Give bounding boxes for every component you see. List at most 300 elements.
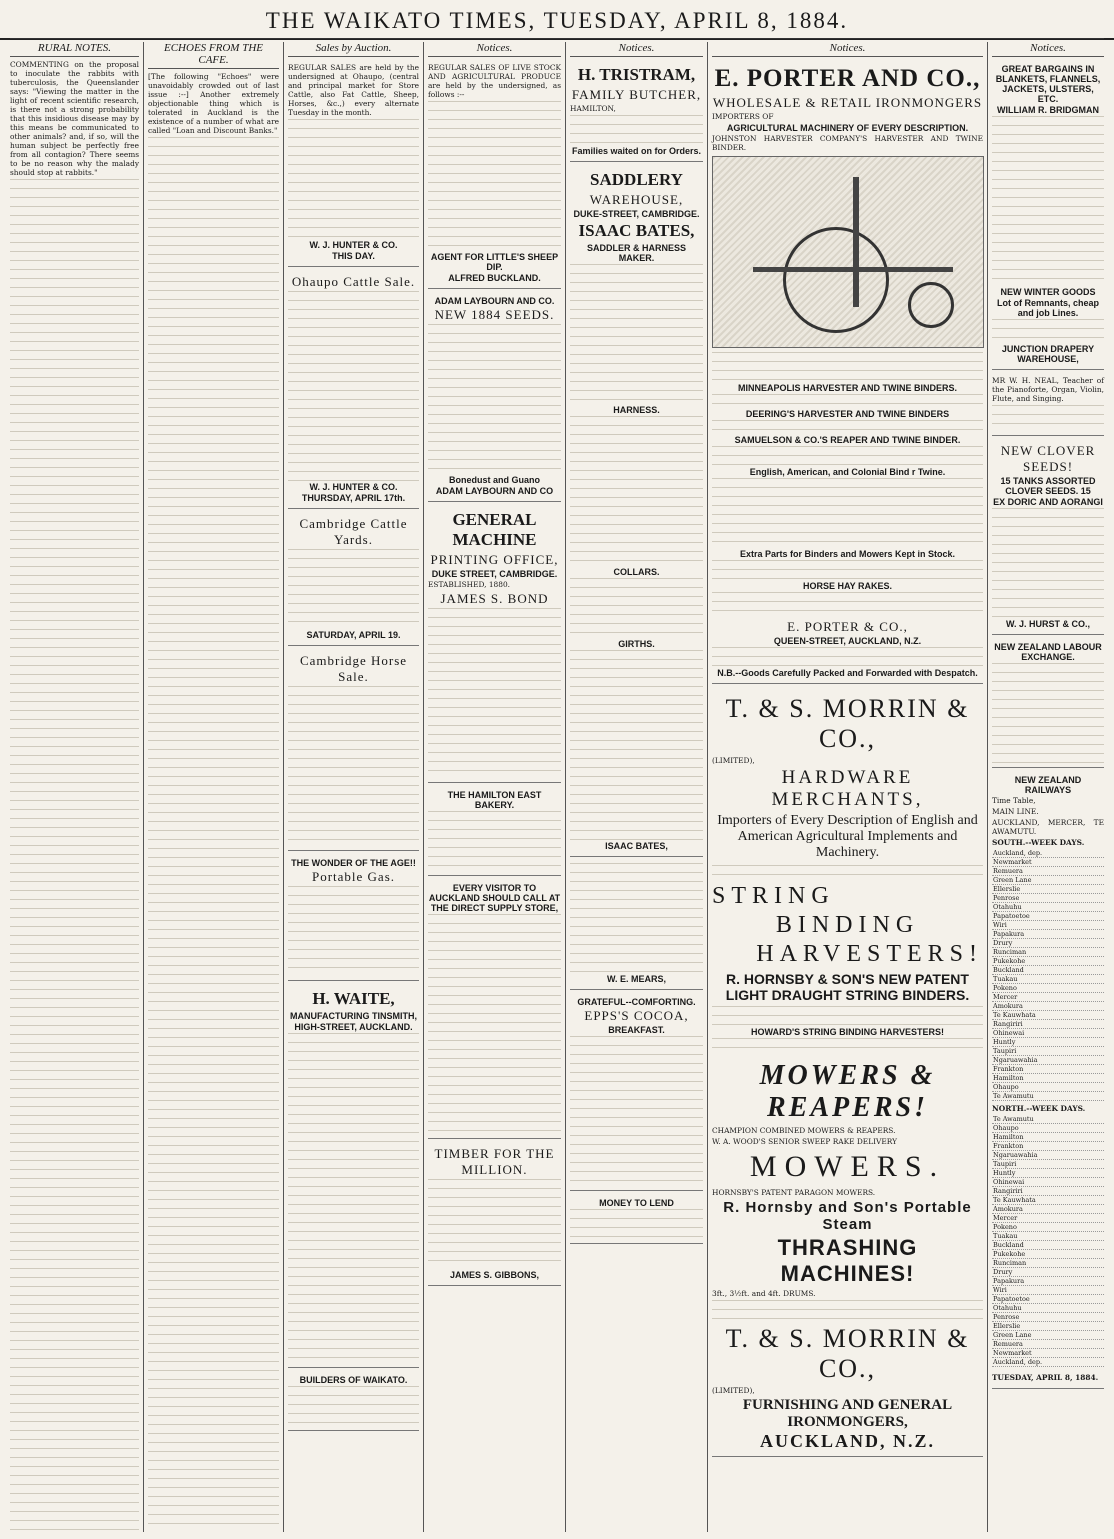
column-notices-4	[988, 42, 1108, 1532]
ad-body-text	[992, 116, 1104, 286]
ad-body-text	[570, 863, 703, 973]
station-name: Amokura	[992, 1205, 1104, 1214]
ad-body-text	[428, 608, 561, 778]
ad-body-text	[288, 686, 419, 846]
ad-body-text	[428, 1179, 561, 1269]
ad-labour-exchange	[992, 638, 1104, 768]
station-name: Buckland	[992, 1241, 1104, 1250]
masthead-title: THE WAIKATO TIMES, TUESDAY, APRIL 8, 1884.	[265, 8, 849, 33]
ad-body-text	[712, 592, 983, 618]
station-name: Wiri	[992, 1286, 1104, 1295]
ad-section: MINNEAPOLIS HARVESTER AND TWINE BINDERS.	[737, 383, 957, 393]
ad-body-text	[992, 405, 1104, 431]
timetable-row	[992, 1277, 1104, 1286]
column-notices-1	[424, 42, 566, 1532]
station-name: Newmarket	[992, 1349, 1104, 1358]
ad-name: ALFRED BUCKLAND.	[448, 273, 541, 283]
ad-subheading: MANUFACTURING TINSMITH,	[290, 1011, 417, 1021]
station-name: Pokeno	[992, 984, 1104, 993]
ad-body-text	[288, 119, 419, 239]
ad-body-text	[992, 319, 1104, 343]
ad-address: DUKE-STREET, CAMBRIDGE.	[573, 209, 700, 219]
station-name: Ngaruawahia	[992, 1151, 1104, 1160]
masthead-rule	[10, 38, 1104, 39]
station-name: Newmarket	[992, 858, 1104, 867]
ad-ships: EX DORIC AND AORANGI	[993, 497, 1103, 507]
auctioneer-name: W. J. HUNTER & CO.	[309, 482, 398, 492]
ad-body-text	[428, 914, 561, 1134]
harvester-platform	[753, 267, 953, 272]
ad-hornsby: R. HORNSBY & SON'S NEW PATENT LIGHT DRAUGHT STRING BINDERS.	[725, 971, 970, 1003]
sale-date: SATURDAY, APRIL 19.	[306, 630, 401, 640]
ad-heading: H. WAITE,	[312, 989, 395, 1008]
station-name: Pokeno	[992, 1223, 1104, 1232]
ad-body-text	[712, 478, 983, 548]
timetable-row	[992, 1214, 1104, 1223]
ad-cambridge-horse	[288, 649, 419, 851]
ad-name: JAMES S. GIBBONS,	[449, 1270, 539, 1280]
ad-hornsby-mowers: HORNSBY'S PATENT PARAGON MOWERS.	[712, 1188, 876, 1197]
timetable-row	[992, 921, 1104, 930]
ad-section: Extra Parts for Binders and Mowers Kept in Stock.	[739, 549, 956, 559]
ad-subheading: WAREHOUSE,	[589, 192, 684, 207]
ad-subheading: Bonedust and Guano	[449, 475, 540, 485]
timetable-row	[992, 1349, 1104, 1358]
sale-date: THIS DAY.	[332, 251, 375, 261]
station-name: Runciman	[992, 1259, 1104, 1268]
station-name: Remuera	[992, 1340, 1104, 1349]
ad-howard: HOWARD'S STRING BINDING HARVESTERS!	[751, 1027, 944, 1037]
timetable-row	[992, 1241, 1104, 1250]
timetable-row	[992, 1340, 1104, 1349]
timetable-row	[992, 1065, 1104, 1074]
ad-cambridge-yards	[288, 512, 419, 646]
station-name: Buckland	[992, 966, 1104, 975]
ad-saddlery	[570, 165, 703, 857]
ad-body-text	[570, 264, 703, 404]
column-notices-2	[566, 42, 708, 1532]
station-name: Te Kauwhata	[992, 1196, 1104, 1205]
station-name: Papakura	[992, 1277, 1104, 1286]
station-name: Wiri	[992, 921, 1104, 930]
ad-epps-cocoa	[570, 993, 703, 1191]
timetable-row	[992, 1074, 1104, 1083]
ad-heading: Cambridge Cattle Yards.	[299, 516, 408, 547]
ad-name: E. PORTER & CO.,	[787, 619, 908, 634]
station-name: Tuakau	[992, 975, 1104, 984]
newspaper-page	[6, 42, 1108, 1532]
station-name: Te Awamutu	[992, 1092, 1104, 1101]
ad-text: REGULAR SALES OF LIVE STOCK AND AGRICULTURAL PRODUCE are held by the undersigned, as follows :--	[428, 63, 561, 99]
ad-body-text	[570, 1036, 703, 1186]
article-paragraph: [The following "Echoes" were unavoidably crowded out of last issue :--] Another extremely objectionable thing which is tolerated in Auckland is the existence of a number of what are called "Loan and Discount Banks."	[148, 72, 279, 135]
ad-section: GIRTHS.	[618, 639, 655, 649]
ad-body-text	[428, 101, 561, 251]
ad-route: AUCKLAND, MERCER, TE AWAMUTU.	[992, 818, 1104, 836]
ad-body-text	[288, 291, 419, 481]
ad-clover-seeds	[992, 439, 1104, 635]
timetable-row	[992, 1133, 1104, 1142]
station-name: Ngaruawahia	[992, 1056, 1104, 1065]
station-name: Taupiri	[992, 1160, 1104, 1169]
ad-body-text	[570, 416, 703, 566]
station-name: Amokura	[992, 1002, 1104, 1011]
ad-harvesters: HARVESTERS!	[756, 941, 983, 967]
ad-body-text	[712, 352, 983, 382]
timetable-row	[992, 1011, 1104, 1020]
ad-subheading: WHOLESALE & RETAIL IRONMONGERS	[712, 95, 983, 110]
ad-address: JUNCTION DRAPERY WAREHOUSE,	[1001, 344, 1095, 364]
timetable-row	[992, 1002, 1104, 1011]
column-rural-notes	[6, 42, 144, 1532]
ad-subheading: Portable Gas.	[311, 869, 396, 884]
column-heading: Notices.	[992, 42, 1104, 57]
harvester-wheel	[783, 227, 889, 333]
ad-thresh-line1: R. Hornsby and Son's Portable Steam	[723, 1199, 972, 1233]
station-name: Ellerslie	[992, 1322, 1104, 1331]
ad-morrin-2: T. & S. MORRIN & CO.,	[725, 1324, 970, 1383]
ad-heading: ADAM LAYBOURN AND CO.	[434, 296, 555, 306]
timetable-row	[992, 930, 1104, 939]
ad-body-text	[288, 1386, 419, 1426]
ad-section: English, American, and Colonial Bind r Twine.	[749, 467, 946, 477]
ad-agric: AGRICULTURAL MACHINERY OF EVERY DESCRIPTION.	[726, 123, 969, 133]
ad-auckland: AUCKLAND, N.Z.	[759, 1431, 935, 1451]
masthead	[0, 8, 1114, 40]
ad-section: DEERING'S HARVESTER AND TWINE BINDERS	[745, 409, 950, 419]
ad-johnston: JOHNSTON HARVESTER COMPANY'S HARVESTER AND TWINE BINDER.	[712, 134, 983, 152]
ad-heading: SADDLERY	[590, 170, 683, 189]
ad-heading: Cambridge Horse Sale.	[299, 653, 408, 684]
ad-neal	[992, 373, 1104, 436]
ad-text: MR W. H. NEAL, Teacher of the Pianoforte, Organ, Violin, Flute, and Singing.	[992, 376, 1104, 403]
column-echoes	[144, 42, 284, 1532]
station-name: Green Lane	[992, 1331, 1104, 1340]
ad-north: NORTH.--WEEK DAYS.	[992, 1104, 1086, 1113]
ad-note: Families waited on for Orders.	[571, 146, 702, 156]
ad-heading: MONEY TO LEND	[599, 1198, 674, 1208]
ad-limited: (LIMITED),	[712, 756, 755, 765]
timetable-north	[992, 1115, 1104, 1367]
ad-text: REGULAR SALES are held by the undersigned at Ohaupo, (central and principal market for Store Cattle, also Fat Cattle, Sheep, Horses, &c.,) every alternate Tuesday in the month.	[288, 63, 419, 117]
station-name: Huntly	[992, 1169, 1104, 1178]
ad-heading: T. & S. MORRIN & CO.,	[725, 694, 970, 753]
timetable-row	[992, 1223, 1104, 1232]
ad-footer-date: TUESDAY, APRIL 8, 1884.	[992, 1373, 1099, 1382]
ad-tanks: 15 TANKS ASSORTED CLOVER SEEDS. 15	[1000, 476, 1096, 496]
timetable-row	[992, 1295, 1104, 1304]
ad-body-text	[570, 1209, 703, 1239]
ad-name: WILLIAM R. BRIDGMAN	[997, 105, 1099, 115]
station-name: Otahuhu	[992, 1304, 1104, 1313]
ad-body-text	[570, 650, 703, 840]
ad-name: W. E. MEARS,	[606, 974, 666, 984]
timetable-row	[992, 858, 1104, 867]
timetable-row	[992, 912, 1104, 921]
ad-tristram	[570, 60, 703, 162]
ad-address: HIGH-STREET, AUCKLAND.	[294, 1022, 413, 1032]
ad-direct-supply	[428, 879, 561, 1139]
column-notices-3	[708, 42, 988, 1532]
ad-subheading: HARDWARE MERCHANTS,	[771, 767, 924, 810]
timetable-row	[992, 1020, 1104, 1029]
column-heading: Notices.	[428, 42, 561, 57]
ad-subheading: NEW 1884 SEEDS.	[434, 307, 555, 322]
ad-body-text	[992, 508, 1104, 618]
ad-mowers: MOWERS.	[749, 1150, 946, 1183]
ad-champion: CHAMPION COMBINED MOWERS & REAPERS.	[712, 1126, 896, 1135]
ad-section: NEW WINTER GOODS	[1000, 287, 1096, 297]
harvester-frame	[853, 177, 859, 307]
ad-printing-office	[428, 505, 561, 783]
harvester-engraving	[712, 156, 984, 348]
ad-section: HARNESS.	[613, 405, 660, 415]
ad-name: ISAAC BATES,	[578, 221, 695, 240]
timetable-row	[992, 1259, 1104, 1268]
ad-live-stock	[428, 60, 561, 289]
timetable-row	[992, 1092, 1104, 1101]
column-heading: RURAL NOTES.	[10, 42, 139, 57]
timetable-row	[992, 975, 1104, 984]
timetable-row	[992, 1187, 1104, 1196]
ad-portable-gas	[288, 854, 419, 981]
ad-heading: NEW ZEALAND RAILWAYS	[1014, 775, 1082, 795]
ad-address: DUKE STREET, CAMBRIDGE.	[431, 569, 558, 579]
auctioneer-name: W. J. HUNTER & CO.	[309, 240, 398, 250]
ad-body-text	[712, 420, 983, 434]
ad-body-text	[712, 1300, 983, 1320]
station-name: Papakura	[992, 930, 1104, 939]
ad-heading: GRATEFUL--COMFORTING.	[577, 997, 696, 1007]
ad-ohaupo-sale	[288, 270, 419, 509]
ad-morrin	[712, 687, 983, 1457]
ad-string: STRING	[712, 883, 835, 909]
ad-name: ISAAC BATES,	[605, 841, 668, 851]
station-name: Te Kauwhata	[992, 1011, 1104, 1020]
ad-body-text	[428, 324, 561, 474]
ad-timber	[428, 1142, 561, 1286]
ad-subheading: EPPS'S COCOA,	[584, 1008, 689, 1023]
ad-heading: NEW CLOVER SEEDS!	[1000, 443, 1096, 474]
station-name: Runciman	[992, 948, 1104, 957]
station-name: Auckland, dep.	[992, 1358, 1104, 1367]
station-name: Papatoetoe	[992, 912, 1104, 921]
timetable-row	[992, 1160, 1104, 1169]
timetable-row	[992, 1322, 1104, 1331]
ad-body-text	[712, 446, 983, 466]
ad-body-text	[712, 865, 983, 881]
station-name: Mercer	[992, 993, 1104, 1002]
station-name: Ohinewai	[992, 1178, 1104, 1187]
article-paragraph: COMMENTING on the proposal to inoculate the rabbits with tuberculosis, the Queenslander says: "Viewing the matter in the light of recent scientific research, is there not a strong probability that this insidious disease may by this means be communicated to other animals? and, if so, will the human subject be perfectly free from all contagion? There seems to be no reason why the malady should stop at rabbits."	[10, 60, 139, 177]
ad-address: QUEEN-STREET, AUCKLAND, N.Z.	[773, 636, 922, 646]
ad-regular-sales	[288, 60, 419, 267]
timetable-row	[992, 939, 1104, 948]
ad-subheading: FAMILY BUTCHER,	[571, 87, 702, 102]
ad-heading: H. TRISTRAM,	[577, 65, 696, 84]
ad-heading: AGENT FOR LITTLE'S SHEEP DIP.	[430, 252, 559, 272]
column-heading: ECHOES FROM THE CAFE.	[148, 42, 279, 69]
timetable-row	[992, 993, 1104, 1002]
station-name: Taupiri	[992, 1047, 1104, 1056]
ad-heading: THE WONDER OF THE AGE!!	[291, 858, 416, 868]
column-heading: Notices.	[570, 42, 703, 57]
timetable-row	[992, 1038, 1104, 1047]
timetable-row	[992, 1268, 1104, 1277]
station-name: Drury	[992, 1268, 1104, 1277]
ad-heading: BUILDERS OF WAIKATO.	[299, 1375, 408, 1385]
ad-wood: W. A. WOOD'S SENIOR SWEEP RAKE DELIVERY	[712, 1137, 897, 1146]
station-name: Ohaupo	[992, 1124, 1104, 1133]
timetable-row	[992, 948, 1104, 957]
ad-heading: GREAT BARGAINS IN BLANKETS, FLANNELS, JACKETS, ULSTERS, ETC.	[995, 64, 1101, 104]
ad-body-text	[570, 115, 703, 145]
timetable-row	[992, 1056, 1104, 1065]
station-name: Pukekohe	[992, 1250, 1104, 1259]
ad-section: COLLARS.	[613, 567, 660, 577]
ad-body-text	[992, 663, 1104, 763]
station-name: Auckland, dep.	[992, 849, 1104, 858]
timetable-row	[992, 1115, 1104, 1124]
station-name: Ohinewai	[992, 1029, 1104, 1038]
station-name: Huntly	[992, 1038, 1104, 1047]
timetable-row	[992, 1205, 1104, 1214]
ad-timetable-title: Time Table,	[992, 796, 1036, 805]
sale-date: THURSDAY, APRIL 17th.	[301, 493, 406, 503]
ad-bridgman	[992, 60, 1104, 370]
timetable-row	[992, 1124, 1104, 1133]
ad-name: ADAM LAYBOURN AND CO	[435, 486, 554, 496]
ad-subheading-2: BREAKFAST.	[608, 1025, 665, 1035]
station-name: Papatoetoe	[992, 1295, 1104, 1304]
timetable-row	[992, 1047, 1104, 1056]
timetable-row	[992, 1029, 1104, 1038]
ad-subheading: PRINTING OFFICE,	[430, 552, 559, 567]
ad-trade: SADDLER & HARNESS MAKER.	[586, 243, 686, 263]
station-name: Penrose	[992, 894, 1104, 903]
ad-heading: GENERAL MACHINE	[452, 510, 537, 549]
ad-heading: E. PORTER AND CO.,	[714, 65, 981, 92]
column-heading: Sales by Auction.	[288, 42, 419, 57]
station-name: Green Lane	[992, 876, 1104, 885]
ad-porter	[712, 60, 983, 684]
article-body-text	[148, 137, 279, 1532]
timetable-row	[992, 1151, 1104, 1160]
ad-established: ESTABLISHED, 1880.	[428, 580, 510, 589]
column-auctions	[284, 42, 424, 1532]
ad-name: JAMES S. BOND	[440, 591, 549, 606]
timetable-row	[992, 1313, 1104, 1322]
ad-drums: 3ft., 3½ft. and 4ft. DRUMS.	[712, 1289, 816, 1298]
ad-laybourn-seeds	[428, 292, 561, 502]
timetable-row	[992, 1331, 1104, 1340]
ad-binding: BINDING	[775, 912, 920, 938]
timetable-row	[992, 957, 1104, 966]
ad-body-text	[712, 1038, 983, 1056]
timetable-row	[992, 1286, 1104, 1295]
ad-heading: THE HAMILTON EAST BAKERY.	[447, 790, 542, 810]
ad-section: SAMUELSON & CO.'S REAPER AND TWINE BINDER.	[734, 435, 961, 445]
timetable-row	[992, 903, 1104, 912]
ad-mears	[570, 860, 703, 990]
harvester-small-wheel	[908, 282, 954, 328]
ad-bakery	[428, 786, 561, 876]
ad-main-line: MAIN LINE.	[992, 807, 1039, 816]
column-heading: Notices.	[712, 42, 983, 57]
ad-money-lend	[570, 1194, 703, 1244]
ad-heading: NEW ZEALAND LABOUR EXCHANGE.	[994, 642, 1102, 662]
ad-body-text	[712, 1006, 983, 1026]
ad-body-text	[288, 1033, 419, 1363]
timetable-south	[992, 849, 1104, 1101]
timetable-row	[992, 1304, 1104, 1313]
ad-heading: TIMBER FOR THE MILLION.	[434, 1146, 555, 1177]
ad-body-text	[712, 394, 983, 408]
station-name: Pukekohe	[992, 957, 1104, 966]
timetable-row	[992, 1178, 1104, 1187]
article-body-text	[10, 179, 139, 1532]
station-name: Ellerslie	[992, 885, 1104, 894]
ad-heading: Ohaupo Cattle Sale.	[291, 274, 416, 289]
ad-body-text	[288, 886, 419, 976]
station-name: Frankton	[992, 1142, 1104, 1151]
timetable-row	[992, 894, 1104, 903]
ad-south: SOUTH.--WEEK DAYS.	[992, 838, 1085, 847]
station-name: Rangiriri	[992, 1187, 1104, 1196]
station-name: Remuera	[992, 867, 1104, 876]
timetable-row	[992, 867, 1104, 876]
ad-note: N.B.--Goods Carefully Packed and Forwarded with Despatch.	[717, 668, 978, 678]
ad-name: W. J. HURST & CO.,	[1005, 619, 1090, 629]
ad-importers: Importers of Every Description of English and American Agricultural Implements and Machinery.	[717, 813, 978, 860]
station-name: Hamilton	[992, 1074, 1104, 1083]
ad-heading: EVERY VISITOR TO AUCKLAND SHOULD CALL AT THE DIRECT SUPPLY STORE,	[428, 883, 561, 913]
station-name: Frankton	[992, 1065, 1104, 1074]
timetable-row	[992, 1196, 1104, 1205]
timetable-row	[992, 1142, 1104, 1151]
timetable-row	[992, 966, 1104, 975]
ad-body-text	[712, 647, 983, 667]
timetable-row	[992, 885, 1104, 894]
station-name: Otahuhu	[992, 903, 1104, 912]
timetable-row	[992, 1169, 1104, 1178]
station-name: Mercer	[992, 1214, 1104, 1223]
timetable-row	[992, 1083, 1104, 1092]
station-name: Ohaupo	[992, 1083, 1104, 1092]
station-name: Rangiriri	[992, 1020, 1104, 1029]
ad-body-text	[570, 578, 703, 638]
ad-waite	[288, 984, 419, 1368]
ad-body-text	[288, 549, 419, 629]
timetable-row	[992, 1250, 1104, 1259]
ad-importers: IMPORTERS OF	[712, 112, 774, 121]
station-name: Drury	[992, 939, 1104, 948]
ad-limited-2: (LIMITED),	[712, 1386, 755, 1395]
ad-section: HORSE HAY RAKES.	[802, 581, 893, 591]
timetable-row	[992, 849, 1104, 858]
station-name: Tuakau	[992, 1232, 1104, 1241]
timetable-row	[992, 1232, 1104, 1241]
station-name: Hamilton	[992, 1133, 1104, 1142]
station-name: Te Awamutu	[992, 1115, 1104, 1124]
ad-section: Lot of Remnants, cheap and job Lines.	[996, 298, 1099, 318]
ad-body-text	[428, 811, 561, 871]
ad-mowers-reapers: MOWERS & REAPERS!	[759, 1060, 936, 1123]
ad-furnishing: FURNISHING AND GENERAL IRONMONGERS,	[742, 1397, 953, 1430]
ad-thresh-line2: THRASHING MACHINES!	[777, 1235, 918, 1286]
ad-builders	[288, 1371, 419, 1431]
ad-railways	[992, 771, 1104, 1389]
